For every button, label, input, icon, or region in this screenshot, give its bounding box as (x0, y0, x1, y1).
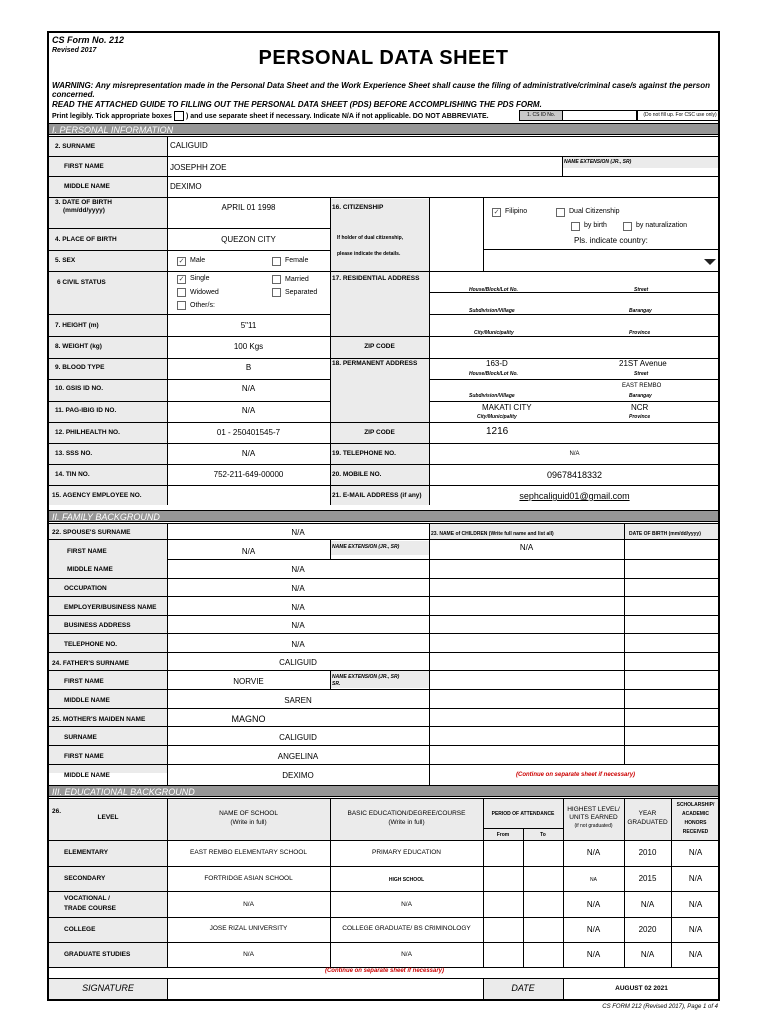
edu-level-vocational-2: TRADE COURSE (64, 905, 117, 912)
spouse-first-value[interactable]: N/A (241, 547, 256, 556)
label-province: Province (629, 330, 651, 336)
label-agency-employee-no: 15. AGENCY EMPLOYEE NO. (52, 492, 142, 499)
edu-level-secondary: SECONDARY (64, 875, 106, 882)
dual-citizenship-label: Dual Citizenship (569, 208, 620, 215)
edu-school-elementary[interactable]: EAST REMBO ELEMENTARY SCHOOL (190, 849, 307, 856)
label-highest-3: (if not graduated) (574, 823, 613, 829)
label-subdivision-perm: Subdivision/Village (469, 393, 515, 399)
label-blood-type: 9. BLOOD TYPE (55, 364, 105, 371)
date-value[interactable]: AUGUST 02 2021 (615, 985, 668, 992)
separated-label: Separated (285, 289, 318, 296)
label-course: BASIC EDUCATION/DEGREE/COURSE (347, 810, 466, 817)
label-spouse-surname: 22. SPOUSE'S SURNAME (52, 529, 131, 536)
label-email: 21. E-MAIL ADDRESS (if any) (332, 492, 422, 499)
philhealth-value[interactable]: 01 - 250401545-7 (216, 428, 281, 437)
telephone-value[interactable]: N/A (569, 451, 580, 457)
label-occupation: OCCUPATION (64, 585, 107, 592)
label-city-perm: City/Municipality (477, 414, 517, 420)
section-educational-background: III. EDUCATIONAL BACKGROUND (49, 785, 718, 797)
male-checkbox[interactable]: ✓ (178, 258, 185, 265)
perm-street-value[interactable]: 21ST Avenue (619, 359, 667, 368)
mobile-value[interactable]: 09678418332 (546, 470, 603, 480)
label-highest: HIGHEST LEVEL/ (567, 806, 620, 813)
label-honors-1: SCHOLARSHIP/ (676, 802, 715, 808)
label-middle-name: MIDDLE NAME (64, 183, 110, 190)
female-checkbox[interactable] (272, 257, 281, 266)
label-father-middle: MIDDLE NAME (64, 697, 110, 704)
form-number: CS Form No. 212 (52, 35, 125, 45)
dob-value[interactable]: APRIL 01 1998 (221, 203, 276, 212)
label-first-name: FIRST NAME (64, 163, 104, 170)
continue-note-education: (Continue on separate sheet if necessary) (324, 968, 445, 974)
label-height: 7. HEIGHT (m) (55, 322, 99, 329)
surname-value[interactable]: CALIGUID (170, 141, 208, 150)
label-father-ext: NAME EXTENSION (JR., SR) (332, 674, 400, 680)
others-checkbox[interactable] (177, 301, 186, 310)
label-civil-status: 6 CIVIL STATUS (57, 279, 106, 286)
edu-school-vocational[interactable]: N/A (243, 901, 254, 908)
section-family-background: II. FAMILY BACKGROUND (49, 510, 718, 522)
warning-text: WARNING: Any misrepresentation made in the Personal Data Sheet and the Work Experience Sheet shall cause the filing of administrative/criminal case/s against the person concerned. (52, 81, 710, 99)
label-mobile: 20. MOBILE NO. (332, 471, 382, 478)
by-birth-checkbox[interactable] (571, 222, 580, 231)
label-philhealth: 12. PHILHEALTH NO. (55, 429, 120, 436)
edu-highest-college[interactable]: N/A (586, 925, 601, 934)
signature-label: SIGNATURE (82, 983, 134, 993)
edu-honors-elementary[interactable]: N/A (688, 848, 703, 857)
edu-year-vocational[interactable]: N/A (640, 900, 655, 909)
label-citizenship: 16. CITIZENSHIP (332, 204, 384, 211)
edu-level-elementary: ELEMENTARY (64, 849, 109, 856)
label-course-full: (Write in full) (388, 819, 425, 826)
perm-house-value[interactable]: 163-D (486, 359, 508, 368)
edu-level-graduate: GRADUATE STUDIES (64, 951, 131, 958)
label-mother-middle: MIDDLE NAME (64, 772, 110, 779)
spouse-middle-value[interactable]: N/A (291, 565, 305, 574)
education-label-column (49, 840, 167, 967)
label-graduated: GRADUATED (627, 819, 668, 826)
label-spouse-ext: NAME EXTENSION (JR., SR) (332, 544, 400, 550)
edu-course-elementary[interactable]: PRIMARY EDUCATION (372, 849, 441, 856)
by-naturalization-label: by naturalization (636, 222, 687, 229)
edu-highest-graduate[interactable]: N/A (586, 950, 601, 959)
label-barangay: Barangay (629, 308, 652, 314)
cs-id-field[interactable] (562, 110, 637, 121)
edu-honors-vocational[interactable]: N/A (688, 900, 703, 909)
print-instructions: Print legibly. Tick appropriate boxes ) and use separate sheet if necessary. Indicate N/A if not applicable. DO NOT ABBREVIATE. (52, 112, 489, 120)
edu-course-vocational[interactable]: N/A (401, 901, 412, 908)
gsis-value[interactable]: N/A (241, 384, 256, 393)
label-father-first: FIRST NAME (64, 678, 104, 685)
height-value[interactable]: 5"11 (240, 321, 257, 330)
continue-note-family: (Continue on separate sheet if necessary) (516, 772, 636, 778)
edu-year-secondary[interactable]: 2015 (638, 874, 657, 883)
label-street: Street (634, 287, 649, 293)
label-zip-permanent: ZIP CODE (364, 429, 395, 436)
spouse-surname-value[interactable]: N/A (291, 528, 305, 537)
single-label: Single (190, 275, 210, 282)
label-father-surname: 24. FATHER'S SURNAME (52, 660, 129, 667)
filipino-label: Filipino (505, 208, 528, 215)
email-value[interactable]: sephcaliguid01@gmail.com (519, 491, 630, 501)
label-barangay-perm: Barangay (629, 393, 652, 399)
label-tin: 14. TIN NO. (55, 471, 90, 478)
tick-sample-box (174, 111, 184, 121)
label-mother-surname: SURNAME (64, 734, 97, 741)
signature-field[interactable] (168, 979, 482, 1000)
perm-barangay-value[interactable]: EAST REMBO (622, 383, 662, 389)
first-name-value[interactable]: JOSEPHH ZOE (170, 163, 227, 172)
mother-surname-value[interactable]: CALIGUID (279, 733, 317, 742)
label-honors-4: RECEIVED (682, 829, 709, 835)
label-spouse-first: FIRST NAME (67, 548, 107, 555)
label-permanent-address: 18. PERMANENT ADDRESS (332, 360, 418, 367)
label-spouse-telephone: TELEPHONE NO. (64, 641, 118, 648)
sss-value[interactable]: N/A (241, 449, 256, 458)
edu-year-college[interactable]: 2020 (638, 925, 657, 934)
edu-year-graduate[interactable]: N/A (640, 950, 655, 959)
label-sex: 5. SEX (55, 257, 76, 264)
label-dob-format: (mm/dd/yyyy) (63, 207, 105, 214)
label-telephone: 19. TELEPHONE NO. (332, 450, 396, 457)
label-honors-2: ACADEMIC (682, 811, 709, 817)
business-address-value[interactable]: N/A (291, 621, 305, 630)
pagibig-value[interactable]: N/A (241, 406, 256, 415)
occupation-value[interactable]: N/A (291, 584, 305, 593)
date-label: DATE (511, 983, 535, 993)
edu-school-secondary[interactable]: FORTRIDGE ASIAN SCHOOL (204, 875, 293, 882)
label-from: From (496, 832, 510, 838)
edu-honors-college[interactable]: N/A (688, 925, 703, 934)
label-year: YEAR (638, 810, 657, 817)
mother-first-value[interactable]: ANGELINA (277, 752, 319, 761)
label-dob: 3. DATE OF BIRTH (55, 199, 112, 206)
label-mother-first: FIRST NAME (64, 753, 104, 760)
label-school-name: NAME OF SCHOOL (219, 810, 278, 817)
perm-province-value[interactable]: NCR (631, 403, 649, 412)
label-level: LEVEL (97, 814, 119, 821)
children-value[interactable]: N/A (519, 543, 534, 552)
father-ext-value[interactable]: SR. (332, 681, 341, 687)
weight-value[interactable]: 100 Kgs (233, 342, 264, 351)
separated-checkbox[interactable] (272, 288, 281, 297)
father-middle-value[interactable]: SAREN (284, 696, 312, 705)
label-province-perm: Province (629, 414, 651, 420)
blood-type-value[interactable]: B (245, 363, 252, 372)
mother-maiden-value[interactable]: MAGNO (231, 714, 266, 724)
label-spouse-middle: MIDDLE NAME (67, 566, 113, 573)
edu-school-graduate[interactable]: N/A (243, 951, 254, 958)
pds-form (47, 31, 720, 1001)
edu-school-college[interactable]: JOSE RIZAL UNIVERSITY (209, 925, 288, 932)
father-surname-value[interactable]: CALIGUID (279, 658, 317, 667)
edu-highest-elementary[interactable]: N/A (586, 848, 601, 857)
by-birth-label: by birth (584, 222, 607, 229)
dual-citizenship-checkbox[interactable] (556, 208, 565, 217)
csc-use-note: (Do not fill up. For CSC use only) (637, 110, 720, 121)
chevron-down-icon[interactable] (704, 259, 716, 265)
female-label: Female (285, 257, 309, 264)
label-26: 26. (52, 808, 62, 815)
label-honors-3: HONORS (684, 820, 707, 826)
edu-honors-graduate[interactable]: N/A (688, 950, 703, 959)
dual-note-2: please indicate the details. (337, 251, 401, 257)
label-house-no: House/Block/Lot No. (469, 287, 518, 293)
cs-id-label: 1. CS ID No. (519, 110, 563, 121)
form-revision: Revised 2017 (52, 47, 97, 54)
middle-name-value[interactable]: DEXIMO (170, 182, 202, 191)
label-sss: 13. SSS NO. (55, 450, 93, 457)
widowed-checkbox[interactable] (177, 288, 186, 297)
label-pob: 4. PLACE OF BIRTH (55, 236, 117, 243)
label-to: To (540, 832, 546, 838)
edu-course-secondary[interactable]: HIGH SCHOOL (388, 877, 425, 883)
label-surname: 2. SURNAME (55, 143, 96, 150)
read-guide-text: READ THE ATTACHED GUIDE TO FILLING OUT THE PERSONAL DATA SHEET (PDS) BEFORE ACCOMPLISHING THE PDS FORM. (52, 100, 542, 109)
edu-highest-secondary[interactable]: NA (590, 877, 597, 883)
label-employer: EMPLOYER/BUSINESS NAME (64, 604, 157, 611)
edu-level-vocational: VOCATIONAL / (64, 895, 110, 902)
label-mother-maiden: 25. MOTHER'S MAIDEN NAME (52, 716, 146, 723)
label-weight: 8. WEIGHT (kg) (55, 343, 102, 350)
dual-note-1: If holder of dual citizenship, (337, 235, 404, 241)
single-checkbox[interactable]: ✓ (178, 276, 185, 283)
edu-highest-vocational[interactable]: N/A (586, 900, 601, 909)
label-gsis: 10. GSIS ID NO. (55, 385, 104, 392)
perm-zip-value[interactable]: 1216 (486, 426, 509, 437)
label-name-extension: NAME EXTENSION (JR., SR) (564, 159, 632, 165)
indicate-country-label: Pls. indicate country: (574, 236, 648, 245)
others-label: Other/s: (190, 302, 215, 309)
label-residential-address: 17. RESIDENTIAL ADDRESS (332, 275, 420, 282)
label-children-dob: DATE OF BIRTH (mm/dd/yyyy) (629, 531, 701, 537)
tin-value[interactable]: 752-211-649-00000 (213, 470, 284, 479)
label-school-full: (Write in full) (230, 819, 267, 826)
label-column-mid (330, 199, 429, 505)
section-personal-info: I. PERSONAL INFORMATION (49, 123, 718, 135)
perm-city-value[interactable]: MAKATI CITY (482, 403, 532, 412)
by-naturalization-checkbox[interactable] (623, 222, 632, 231)
page-title: PERSONAL DATA SHEET (258, 47, 509, 69)
label-pagibig: 11. PAG-IBIG ID NO. (55, 407, 117, 414)
married-checkbox[interactable] (272, 275, 281, 284)
mother-middle-value[interactable]: DEXIMO (282, 771, 314, 780)
page-footer: CS FORM 212 (Revised 2017), Page 1 of 4 (602, 1004, 718, 1010)
edu-course-graduate[interactable]: N/A (401, 951, 412, 958)
edu-honors-secondary[interactable]: N/A (688, 874, 703, 883)
pob-value[interactable]: QUEZON CITY (221, 235, 276, 244)
label-zip-residential: ZIP CODE (364, 343, 395, 350)
label-period: PERIOD OF ATTENDANCE (491, 811, 555, 817)
father-first-value[interactable]: NORVIE (233, 677, 264, 686)
edu-year-elementary[interactable]: 2010 (638, 848, 657, 857)
label-highest-2: UNITS EARNED (569, 814, 618, 821)
edu-course-college[interactable]: COLLEGE GRADUATE/ BS CRIMINOLOGY (342, 925, 471, 932)
employer-value[interactable]: N/A (291, 603, 305, 612)
widowed-label: Widowed (190, 289, 219, 296)
male-label: Male (190, 257, 206, 264)
label-city: City/Municipality (474, 330, 514, 336)
label-street-perm: Street (634, 371, 649, 377)
spouse-telephone-value[interactable]: N/A (291, 640, 305, 649)
label-house-no-perm: House/Block/Lot No. (469, 371, 518, 377)
edu-level-college: COLLEGE (64, 926, 96, 933)
label-subdivision: Subdivision/Village (469, 308, 515, 314)
married-label: Married (285, 276, 309, 283)
label-children: 23. NAME of CHILDREN (Write full name and list all) (431, 531, 554, 537)
filipino-checkbox[interactable]: ✓ (493, 209, 500, 216)
label-business-address: BUSINESS ADDRESS (64, 622, 131, 629)
